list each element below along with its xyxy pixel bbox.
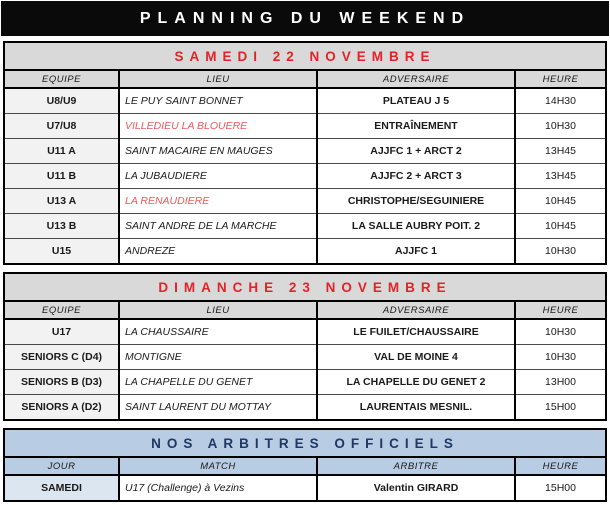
section-arbitres (3, 428, 607, 502)
equipe-cell: U7/U8 (5, 114, 119, 139)
arbitre-cell: Valentin GIRARD (317, 475, 515, 500)
heure-cell: 10H30 (515, 319, 605, 345)
table-row (5, 139, 605, 164)
samedi-table (5, 71, 605, 263)
adversaire-cell: LA SALLE AUBRY POIT. 2 (317, 214, 515, 239)
table-row (5, 189, 605, 214)
lieu-cell: MONTIGNE (119, 345, 317, 370)
table-row (5, 239, 605, 264)
heure-cell: 13H45 (515, 139, 605, 164)
adversaire-cell: CHRISTOPHE/SEGUINIERE (317, 189, 515, 214)
column-header-heure: HEURE (515, 302, 605, 319)
heure-cell: 10H45 (515, 214, 605, 239)
heure-cell: 13H45 (515, 164, 605, 189)
lieu-cell: LA RENAUDIERE (119, 189, 317, 214)
lieu-cell: ANDREZE (119, 239, 317, 264)
adversaire-cell: PLATEAU J 5 (317, 88, 515, 114)
adversaire-cell: LE FUILET/CHAUSSAIRE (317, 319, 515, 345)
equipe-cell: U17 (5, 319, 119, 345)
lieu-cell: VILLEDIEU LA BLOUERE (119, 114, 317, 139)
lieu-cell: SAINT LAURENT DU MOTTAY (119, 395, 317, 420)
adversaire-cell: AJJFC 1 (317, 239, 515, 264)
column-header-lieu: LIEU (119, 71, 317, 88)
table-row (5, 88, 605, 114)
adversaire-cell: ENTRAÎNEMENT (317, 114, 515, 139)
dimanche-header-row (5, 302, 605, 319)
equipe-cell: U15 (5, 239, 119, 264)
section-samedi (3, 41, 607, 265)
table-row (5, 345, 605, 370)
column-header-equipe: EQUIPE (5, 302, 119, 319)
dimanche-table (5, 302, 605, 419)
column-header-heure: HEURE (515, 71, 605, 88)
equipe-cell: U11 A (5, 139, 119, 164)
equipe-cell: U13 A (5, 189, 119, 214)
lieu-cell: LA JUBAUDIERE (119, 164, 317, 189)
table-row (5, 395, 605, 420)
lieu-cell: LE PUY SAINT BONNET (119, 88, 317, 114)
arbitres-header-row (5, 458, 605, 475)
heure-cell: 13H00 (515, 370, 605, 395)
heure-cell: 10H30 (515, 114, 605, 139)
match-cell: U17 (Challenge) à Vezins (119, 475, 317, 500)
table-row (5, 475, 605, 500)
column-header-match: MATCH (119, 458, 317, 475)
adversaire-cell: VAL DE MOINE 4 (317, 345, 515, 370)
table-row (5, 370, 605, 395)
jour-cell: SAMEDI (5, 475, 119, 500)
page-title: PLANNING DU WEEKEND (1, 1, 609, 36)
section-arbitres-title: NOS ARBITRES OFFICIELS (5, 430, 605, 458)
lieu-cell: SAINT MACAIRE EN MAUGES (119, 139, 317, 164)
column-header-lieu: LIEU (119, 302, 317, 319)
equipe-cell: SENIORS A (D2) (5, 395, 119, 420)
column-header-jour: JOUR (5, 458, 119, 475)
column-header-adversaire: ADVERSAIRE (317, 71, 515, 88)
equipe-cell: U8/U9 (5, 88, 119, 114)
column-header-heure: HEURE (515, 458, 605, 475)
column-header-arbitre: ARBITRE (317, 458, 515, 475)
table-row (5, 214, 605, 239)
adversaire-cell: LAURENTAIS MESNIL. (317, 395, 515, 420)
samedi-header-row (5, 71, 605, 88)
section-samedi-title: SAMEDI 22 NOVEMBRE (5, 43, 605, 71)
equipe-cell: U13 B (5, 214, 119, 239)
column-header-adversaire: ADVERSAIRE (317, 302, 515, 319)
table-row (5, 319, 605, 345)
adversaire-cell: LA CHAPELLE DU GENET 2 (317, 370, 515, 395)
arbitres-table (5, 458, 605, 500)
lieu-cell: LA CHAPELLE DU GENET (119, 370, 317, 395)
heure-cell: 14H30 (515, 88, 605, 114)
heure-cell: 10H45 (515, 189, 605, 214)
column-header-equipe: EQUIPE (5, 71, 119, 88)
equipe-cell: U11 B (5, 164, 119, 189)
adversaire-cell: AJJFC 2 + ARCT 3 (317, 164, 515, 189)
equipe-cell: SENIORS C (D4) (5, 345, 119, 370)
adversaire-cell: AJJFC 1 + ARCT 2 (317, 139, 515, 164)
section-dimanche-title: DIMANCHE 23 NOVEMBRE (5, 274, 605, 302)
table-row (5, 114, 605, 139)
heure-cell: 10H30 (515, 345, 605, 370)
table-row (5, 164, 605, 189)
lieu-cell: LA CHAUSSAIRE (119, 319, 317, 345)
heure-cell: 15H00 (515, 475, 605, 500)
section-dimanche (3, 272, 607, 421)
heure-cell: 15H00 (515, 395, 605, 420)
lieu-cell: SAINT ANDRE DE LA MARCHE (119, 214, 317, 239)
equipe-cell: SENIORS B (D3) (5, 370, 119, 395)
heure-cell: 10H30 (515, 239, 605, 264)
